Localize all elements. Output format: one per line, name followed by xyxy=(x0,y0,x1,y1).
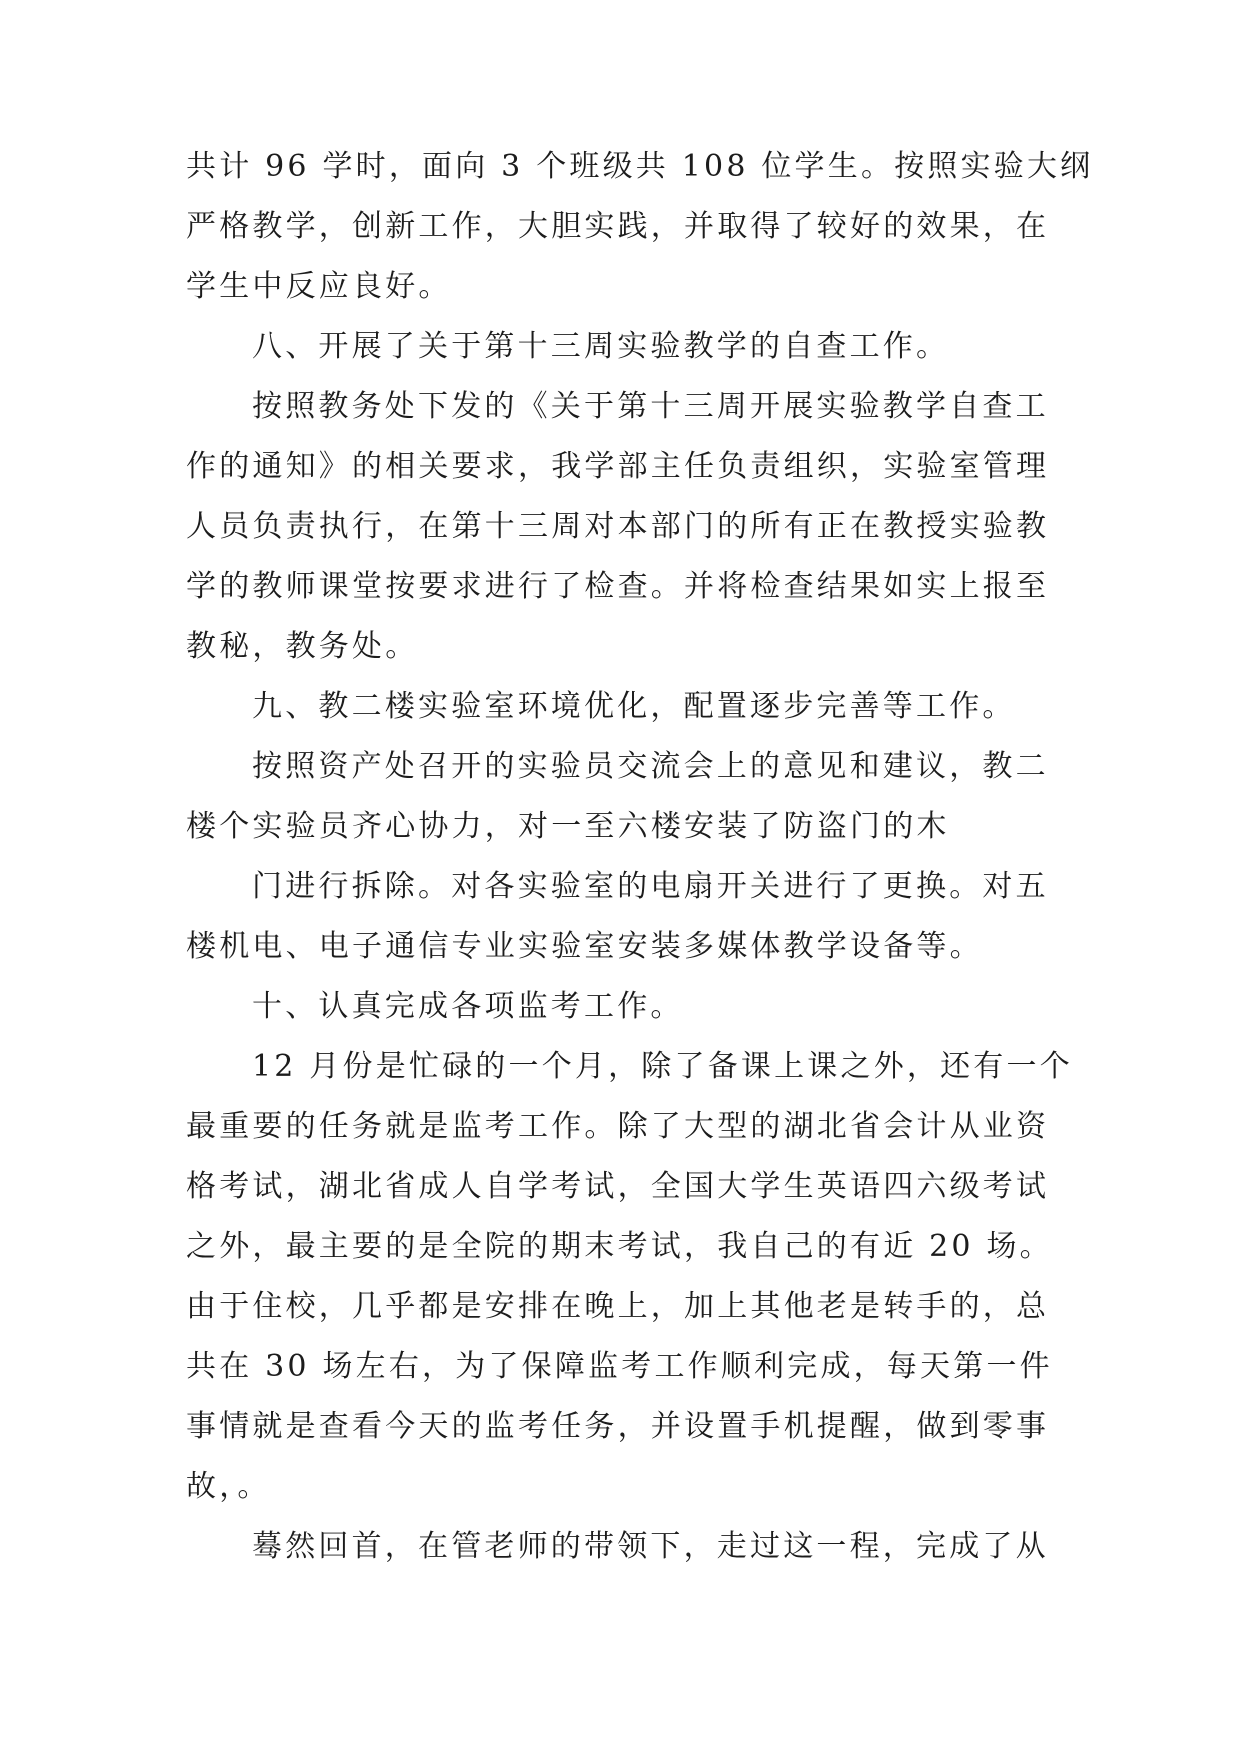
section-heading: 八、开展了关于第十三周实验教学的自查工作。 xyxy=(252,329,950,364)
section-heading: 十、认真完成各项监考工作。 xyxy=(252,989,684,1024)
text-line: 最重要的任务就是监考工作。除了大型的湖北省会计从业资 xyxy=(186,1109,1050,1144)
text-line: 之外，最主要的是全院的期末考试，我自己的有近 20 场。 xyxy=(186,1229,1053,1264)
text-line: 由于住校，几乎都是安排在晚上，加上其他老是转手的，总 xyxy=(186,1289,1050,1324)
text-line: 格考试，湖北省成人自学考试，全国大学生英语四六级考试 xyxy=(186,1169,1050,1204)
text-line: 严格教学，创新工作，大胆实践，并取得了较好的效果，在 xyxy=(186,209,1050,244)
text-line: 学生中反应良好。 xyxy=(186,269,452,304)
text-line: 事情就是查看今天的监考任务，并设置手机提醒，做到零事 xyxy=(186,1409,1050,1444)
text-line: 作的通知》的相关要求，我学部主任负责组织，实验室管理 xyxy=(186,449,1050,484)
text-line: 教秘，教务处。 xyxy=(186,629,419,664)
text-line: 学的教师课堂按要求进行了检查。并将检查结果如实上报至 xyxy=(186,569,1050,604)
text-line: 楼个实验员齐心协力，对一至六楼安装了防盗门的木 xyxy=(186,809,950,844)
text-line: 按照资产处召开的实验员交流会上的意见和建议，教二 xyxy=(252,749,1049,784)
text-line: 楼机电、电子通信专业实验室安装多媒体教学设备等。 xyxy=(186,929,983,964)
text-line: 蓦然回首，在管老师的带领下，走过这一程，完成了从 xyxy=(252,1529,1049,1564)
text-line: 共在 30 场左右，为了保障监考工作顺利完成，每天第一件 xyxy=(186,1349,1053,1384)
text-line: 12 月份是忙碌的一个月，除了备课上课之外，还有一个 xyxy=(252,1049,1073,1084)
text-line: 按照教务处下发的《关于第十三周开展实验教学自查工 xyxy=(252,389,1049,424)
text-line: 人员负责执行，在第十三周对本部门的所有正在教授实验教 xyxy=(186,509,1050,544)
section-heading: 九、教二楼实验室环境优化，配置逐步完善等工作。 xyxy=(252,689,1016,724)
text-line: 共计 96 学时，面向 3 个班级共 108 位学生。按照实验大纲 xyxy=(186,149,1094,184)
text-line: 门进行拆除。对各实验室的电扇开关进行了更换。对五 xyxy=(252,869,1049,904)
text-line: 故，。 xyxy=(186,1469,271,1504)
